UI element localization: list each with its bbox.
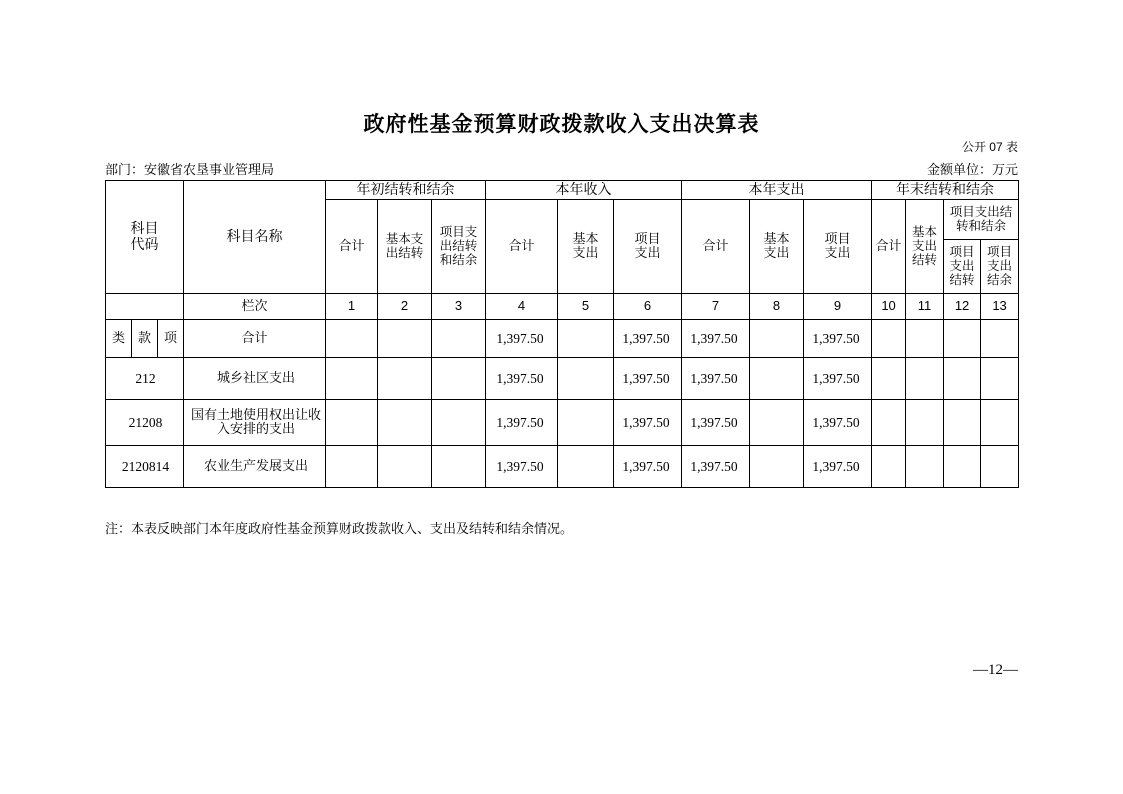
header-income-total: 合计 (486, 199, 558, 293)
cell-total-c7: 1,397.50 (682, 319, 750, 357)
row-name-21208: 国有土地使用权出让收入安排的支出 (184, 399, 326, 445)
header-begin-total: 合计 (326, 199, 378, 293)
cell-2120814-c10 (872, 445, 906, 487)
table-row (106, 399, 1019, 445)
code-split-section: 款 (132, 319, 158, 357)
table-column-number-row (106, 293, 1019, 319)
cell-2120814-c9: 1,397.50 (804, 445, 872, 487)
cell-21208-c9: 1,397.50 (804, 399, 872, 445)
cell-212-c1 (326, 357, 378, 399)
cell-21208-c10 (872, 399, 906, 445)
cell-total-c3 (432, 319, 486, 357)
header-year-expense: 本年支出 (682, 181, 872, 200)
cell-212-c4: 1,397.50 (486, 357, 558, 399)
header-income-basic: 基本 支出 (558, 199, 614, 293)
column-number-11: 11 (906, 293, 944, 319)
column-number-5: 5 (558, 293, 614, 319)
cell-total-c4: 1,397.50 (486, 319, 558, 357)
budget-table (105, 180, 1019, 488)
cell-212-c3 (432, 357, 486, 399)
cell-2120814-c5 (558, 445, 614, 487)
cell-total-c10 (872, 319, 906, 357)
column-number-6: 6 (614, 293, 682, 319)
header-expense-basic: 基本 支出 (750, 199, 804, 293)
column-row-label: 栏次 (184, 293, 326, 319)
cell-2120814-c11 (906, 445, 944, 487)
cell-212-c7: 1,397.50 (682, 357, 750, 399)
cell-212-c13 (981, 357, 1019, 399)
cell-total-c12 (944, 319, 981, 357)
row-code-212: 212 (106, 357, 184, 399)
cell-2120814-c8 (750, 445, 804, 487)
header-begin-project: 项目支 出结转 和结余 (432, 199, 486, 293)
cell-21208-c11 (906, 399, 944, 445)
cell-total-c5 (558, 319, 614, 357)
table-row (106, 445, 1019, 487)
cell-total-c2 (378, 319, 432, 357)
code-split-item: 项 (158, 319, 184, 357)
cell-total-c13 (981, 319, 1019, 357)
column-number-1: 1 (326, 293, 378, 319)
header-subject-name: 科目名称 (184, 181, 326, 294)
row-name-212: 城乡社区支出 (184, 357, 326, 399)
cell-212-c12 (944, 357, 981, 399)
header-end-project-surplus: 项目 支出 结余 (981, 239, 1019, 293)
code-split-class: 类 (106, 319, 132, 357)
cell-21208-c13 (981, 399, 1019, 445)
row-name-total: 合计 (184, 319, 326, 357)
cell-total-c9: 1,397.50 (804, 319, 872, 357)
row-code-2120814: 2120814 (106, 445, 184, 487)
header-begin-balance: 年初结转和结余 (326, 181, 486, 200)
table-header-row-1 (106, 181, 1019, 200)
header-income-project: 项目 支出 (614, 199, 682, 293)
header-expense-total: 合计 (682, 199, 750, 293)
row-code-21208: 21208 (106, 399, 184, 445)
cell-2120814-c6: 1,397.50 (614, 445, 682, 487)
cell-212-c5 (558, 357, 614, 399)
header-end-balance: 年末结转和结余 (872, 181, 1019, 200)
header-end-project-carry: 项目 支出 结转 (944, 239, 981, 293)
cell-21208-c5 (558, 399, 614, 445)
cell-21208-c4: 1,397.50 (486, 399, 558, 445)
cell-total-c1 (326, 319, 378, 357)
cell-212-c9: 1,397.50 (804, 357, 872, 399)
department-label: 部门：安徽省农垦事业管理局 (105, 162, 275, 177)
column-number-9: 9 (804, 293, 872, 319)
column-number-8: 8 (750, 293, 804, 319)
cell-212-c2 (378, 357, 432, 399)
column-number-4: 4 (486, 293, 558, 319)
header-subject-code: 科目 代码 (106, 181, 184, 294)
table-note: 注：本表反映部门本年度政府性基金预算财政拨款收入、支出及结转和结余情况。 (105, 521, 574, 536)
header-end-project-group: 项目支出结 转和结余 (944, 199, 1019, 239)
cell-212-c8 (750, 357, 804, 399)
column-number-2: 2 (378, 293, 432, 319)
cell-2120814-c13 (981, 445, 1019, 487)
cell-2120814-c3 (432, 445, 486, 487)
row-name-2120814: 农业生产发展支出 (184, 445, 326, 487)
column-number-13: 13 (981, 293, 1019, 319)
page-title: 政府性基金预算财政拨款收入支出决算表 (363, 113, 760, 136)
header-end-basic: 基本 支出 结转 (906, 199, 944, 293)
cell-212-c10 (872, 357, 906, 399)
table-row (106, 319, 1019, 357)
cell-2120814-c1 (326, 445, 378, 487)
column-number-row-spacer (106, 293, 184, 319)
cell-total-c11 (906, 319, 944, 357)
cell-21208-c1 (326, 399, 378, 445)
cell-2120814-c7: 1,397.50 (682, 445, 750, 487)
cell-21208-c12 (944, 399, 981, 445)
cell-21208-c8 (750, 399, 804, 445)
form-number: 公开 07 表 (961, 140, 1018, 154)
cell-2120814-c2 (378, 445, 432, 487)
column-number-10: 10 (872, 293, 906, 319)
table-row (106, 357, 1019, 399)
cell-2120814-c4: 1,397.50 (486, 445, 558, 487)
cell-total-c6: 1,397.50 (614, 319, 682, 357)
cell-total-c8 (750, 319, 804, 357)
cell-212-c6: 1,397.50 (614, 357, 682, 399)
cell-21208-c7: 1,397.50 (682, 399, 750, 445)
column-number-7: 7 (682, 293, 750, 319)
cell-212-c11 (906, 357, 944, 399)
header-begin-basic: 基本支 出结转 (378, 199, 432, 293)
cell-21208-c6: 1,397.50 (614, 399, 682, 445)
column-number-12: 12 (944, 293, 981, 319)
amount-unit-label: 金额单位：万元 (926, 162, 1018, 177)
page-number: —12— (973, 662, 1018, 678)
header-year-income: 本年收入 (486, 181, 682, 200)
header-expense-project: 项目 支出 (804, 199, 872, 293)
cell-2120814-c12 (944, 445, 981, 487)
header-end-total: 合计 (872, 199, 906, 293)
column-number-3: 3 (432, 293, 486, 319)
cell-21208-c3 (432, 399, 486, 445)
cell-21208-c2 (378, 399, 432, 445)
